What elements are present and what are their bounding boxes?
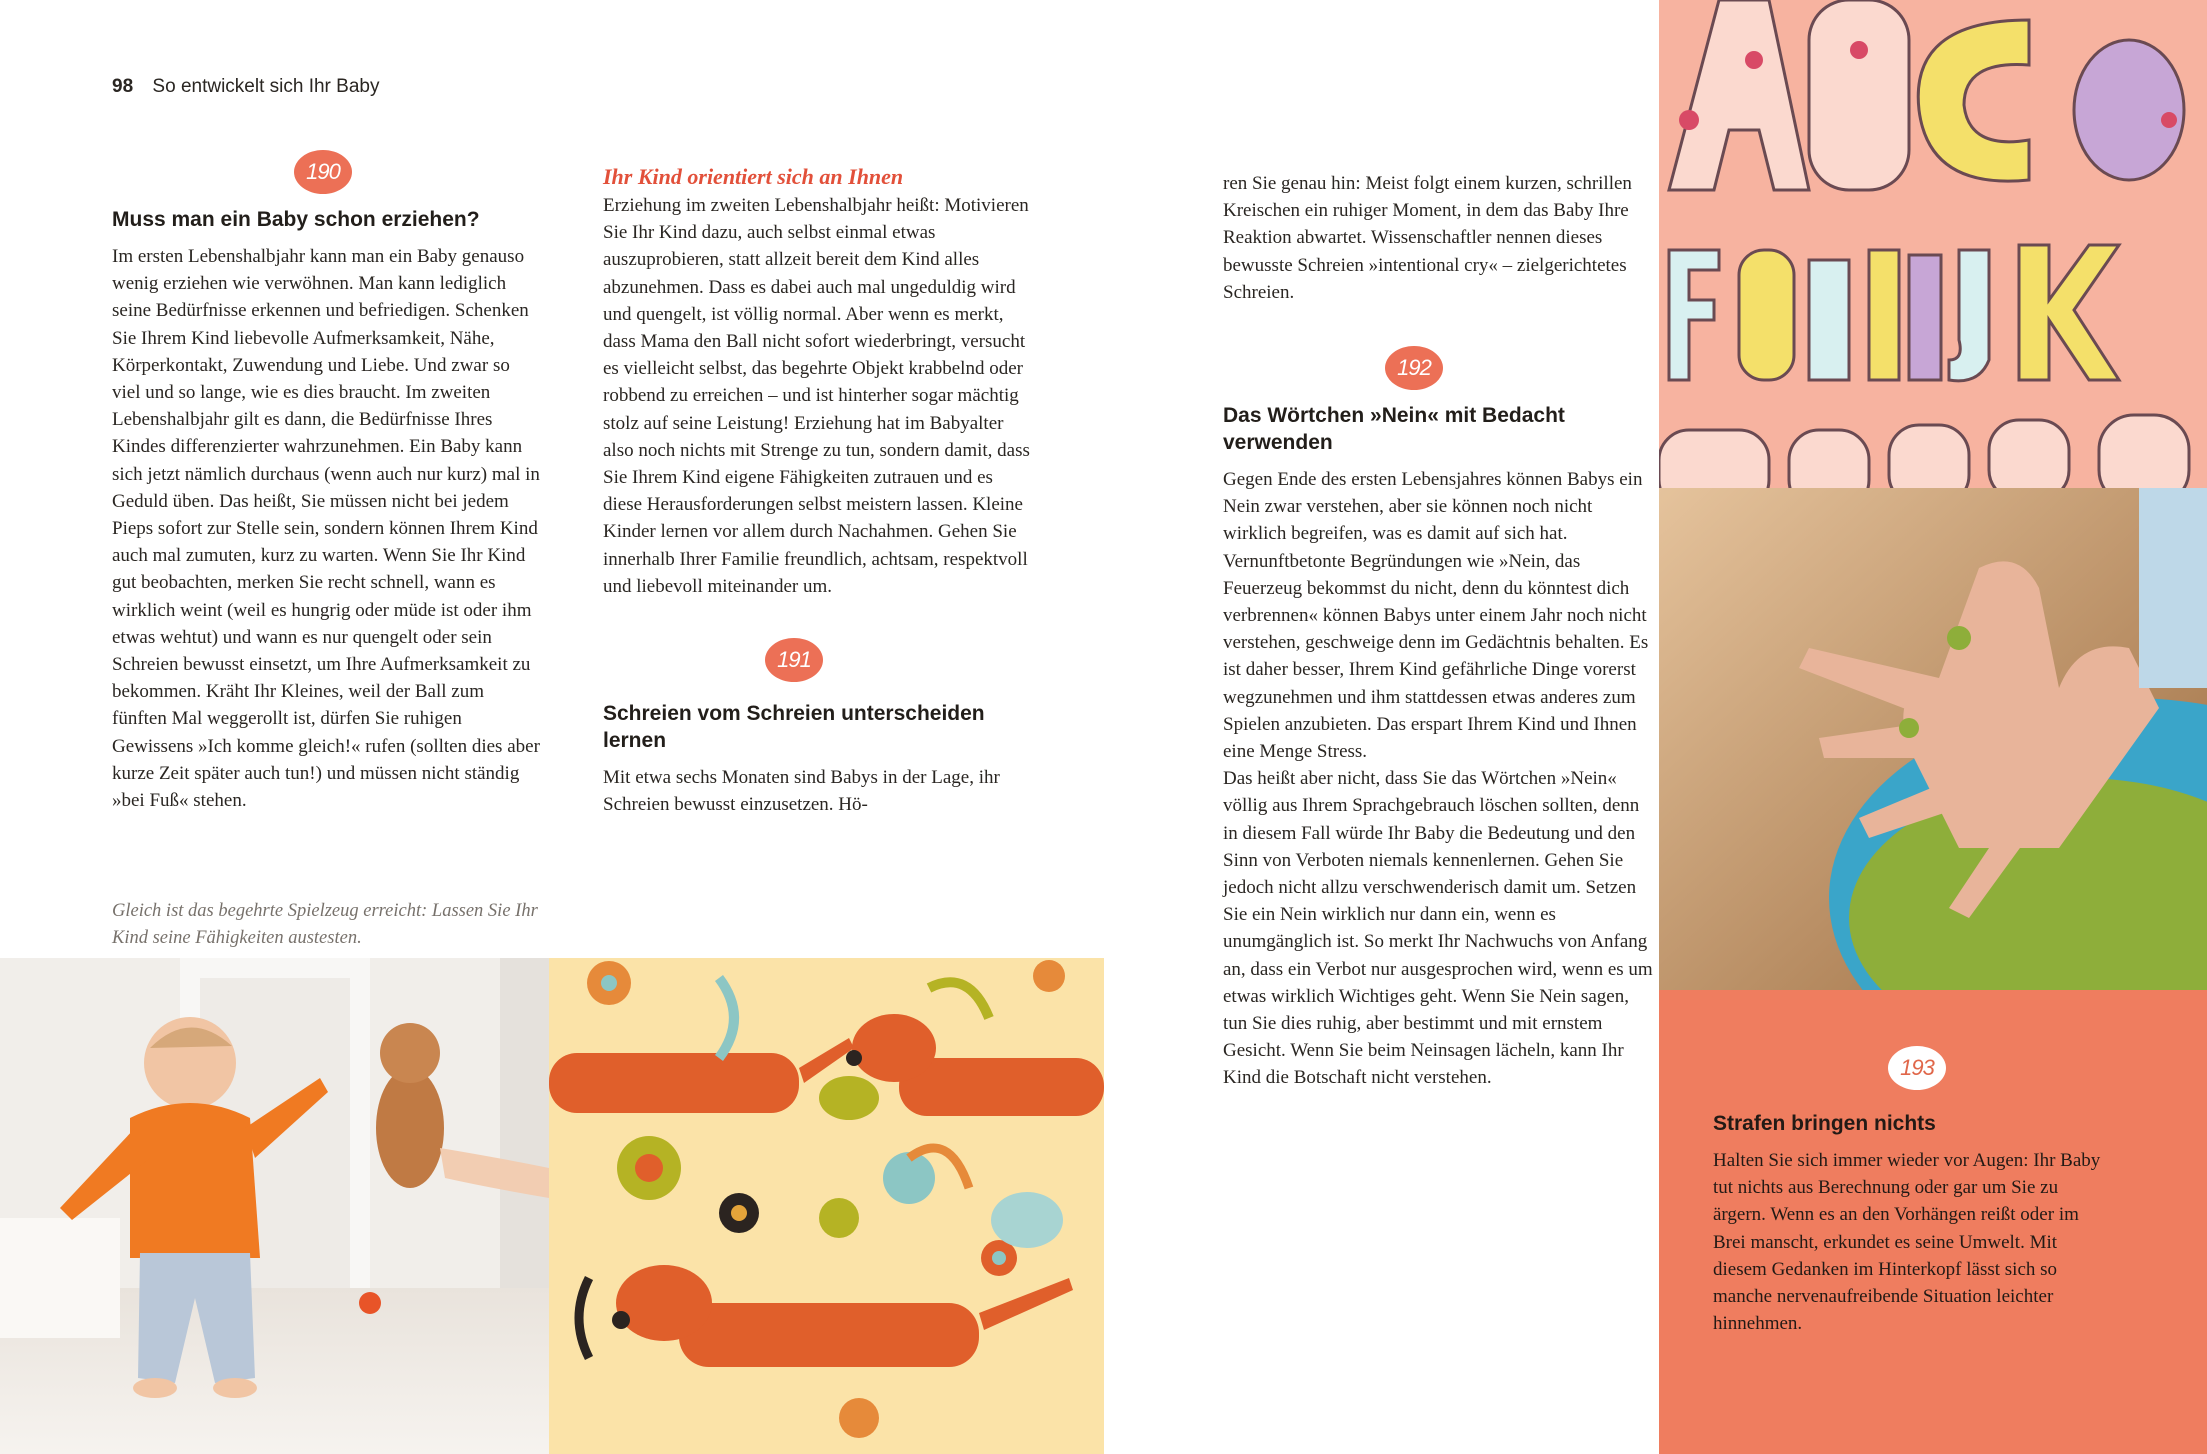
tip-190-body: Im ersten Lebenshalbjahr kann man ein Baby genauso wenig erziehen wie verwöhnen. Man kann lediglich seine Bedürfnisse erkennen und befriedigen. Schenken Sie Ihrem Kind liebevolle Aufmerksamkeit, Nähe, Körperkontakt, Zuwendung und Liebe. Und zwar so viel und so lange, wie es dies braucht. Im zweiten Lebenshalbjahr gilt es dann, die Bedürfnisse Ihres Kindes differenzierter wahrzunehmen. Ein Baby kann sich jetzt nämlich durchaus (wenn auch nur kurz) mal in Geduld üben. Das heißt, Sie müssen nicht bei jedem Pieps sofort zur Stelle sein, sondern können Ihrem Kind auch mal zumuten, kurz zu warten. Wenn Sie Ihr Kind gut beobachten, merken Sie recht schnell, wann es wirklich weint (weil es hungrig oder müde ist oder ihm etwas wehtut) und wann es nur quengelt oder sein Schreien bewusst einsetzt, um Ihre Aufmerksamkeit zu bekommen. Kräht Ihr Kleines, weil der Ball zum fünften Mal weggerollt ist, dürfen Sie ruhigen Gewissens »Ich komme gleich!« rufen (sollten dies aber kurze Zeit später auch tun!) und müssen nicht ständig »bei Fuß« stehen. bbox=[112, 246, 540, 812]
letters-graphic bbox=[1659, 0, 2207, 488]
tip-190-subheading: Ihr Kind orientiert sich an Ihnen bbox=[603, 164, 904, 189]
column-2 bbox=[603, 164, 1033, 818]
tip-192-body-2: Das heißt aber nicht, dass Sie das Wörtchen »Nein« völlig aus Ihrem Sprachgebrauch löschen sollten, denn in diesem Fall würde Ihr Baby die Bedeutung und den Sinn von Verboten niemals kennenlernen. Gehen Sie jedoch nicht allzu verschwenderisch damit um. Setzen Sie ein Nein wirklich nur dann ein, wenn es unumgänglich ist. So merkt Ihr Nachwuchs von Anfang an, dass ein Verbot nur ausgesprochen wird, wenn es um etwas wirklich Wichtiges geht. Wenn Sie Nein sagen, tun Sie dies ruhig, aber bestimmt und mit ernstem Gesicht. Wenn Sie beim Neinsagen lächeln, kann Ihr Kind die Botschaft nicht verstehen. bbox=[1223, 768, 1653, 1089]
tip-badge-193: 193 bbox=[1888, 1046, 1946, 1090]
baby-walking-photo bbox=[0, 958, 549, 1454]
tip-192-heading: Das Wörtchen »Nein« mit Bedacht verwenden bbox=[1223, 404, 1565, 455]
tip-192-body: Gegen Ende des ersten Lebensjahres können Babys ein Nein zwar verstehen, aber sie können noch nicht wirklich begreifen, was es damit auf sich hat. Vernunftbetonte Begründungen wie »Nein, das Feuerzeug bekommst du nicht, denn du könntest dich verbrennen« können Babys unter einem Jahr noch nicht verstehen, geschweige denn im Gedächtnis behalten. Es ist daher besser, Ihrem Kind gefährliche Dinge vorerst wegzunehmen und ihm stattdessen etwas anderes zum Spielen anzubieten. Das erspart Ihrem Kind und Ihnen eine Menge Stress. bbox=[1223, 469, 1649, 763]
tip-193-box bbox=[1659, 990, 2207, 1454]
tip-badge-190: 190 bbox=[294, 150, 352, 194]
tip-badge-191: 191 bbox=[765, 638, 823, 682]
column-3 bbox=[1223, 170, 1653, 1092]
page-number: 98 bbox=[112, 76, 134, 97]
alphabet-letters-illustration bbox=[1659, 0, 2207, 488]
tip-badge-192: 192 bbox=[1385, 346, 1443, 390]
tip-190-body-2: Erziehung im zweiten Lebenshalbjahr heißt: Motivieren Sie Ihr Kind dazu, auch selbst einmal etwas auszuprobieren, statt allzeit bereit dem Kind alles abzunehmen. Dass es dabei auch mal ungeduldig wird und quengelt, ist völlig normal. Aber wenn es merkt, dass Mama den Ball nicht sofort wiederbringt, versucht es vielleicht selbst, das begehrte Objekt krabbelnd oder robbend zu erreichen – und ist hinterher sogar mächtig stolz auf seine Leistung! Erziehung hat im Babyalter also noch nichts mit Strenge zu tun, sondern damit, dass Sie Ihrem Kind eigene Fähigkeiten zutrauen und es diese Herausforderungen selbst meistern lassen. Kleine Kinder lernen vor allem durch Nachahmen. Gehen Sie innerhalb Ihrer Familie freundlich, achtsam, respektvoll und liebevoll miteinander um. bbox=[603, 195, 1030, 597]
tip-193-body: Halten Sie sich immer wieder vor Augen: Ihr Baby tut nichts aus Berechnung oder gar um Sie zu ärgern. Wenn es an den Vorhängen reißt oder im Brei manscht, erkundet es seine Umwelt. Mit diesem Gedanken im Hinterkopf lässt sich so manche nervenaufreibende Situation leichter hinnehmen. bbox=[1713, 1150, 2101, 1335]
baby-photo-illustration bbox=[0, 958, 549, 1454]
dog-pattern-graphic bbox=[549, 958, 1104, 1454]
baby-hand-food-photo bbox=[1659, 488, 2207, 990]
hand-photo-illustration bbox=[1659, 488, 2207, 990]
tip-193-heading: Strafen bringen nichts bbox=[1713, 1112, 1936, 1135]
tip-190-heading: Muss man ein Baby schon erziehen? bbox=[112, 208, 480, 231]
photo-caption: Gleich ist das begehrte Spielzeug erreicht: Lassen Sie Ihr Kind seine Fähigkeiten austesten. bbox=[112, 901, 538, 948]
chapter-title: So entwickelt sich Ihr Baby bbox=[152, 76, 380, 97]
tip-191-body-continued: ren Sie genau hin: Meist folgt einem kurzen, schrillen Kreischen ein ruhiger Moment, in dem das Baby Ihre Reaktion abwartet. Wissenschaftler nennen dieses bewusste Schreien »intentional cry« – zielgerichtetes Schreien. bbox=[1223, 173, 1632, 303]
running-header bbox=[112, 76, 379, 98]
tip-191-heading: Schreien vom Schreien unterscheiden lernen bbox=[603, 702, 985, 753]
column-1 bbox=[112, 150, 542, 814]
tip-191-body: Mit etwa sechs Monaten sind Babys in der Lage, ihr Schreien bewusst einzusetzen. Hö- bbox=[603, 767, 1000, 816]
dachshund-pattern-illustration bbox=[549, 958, 1104, 1454]
